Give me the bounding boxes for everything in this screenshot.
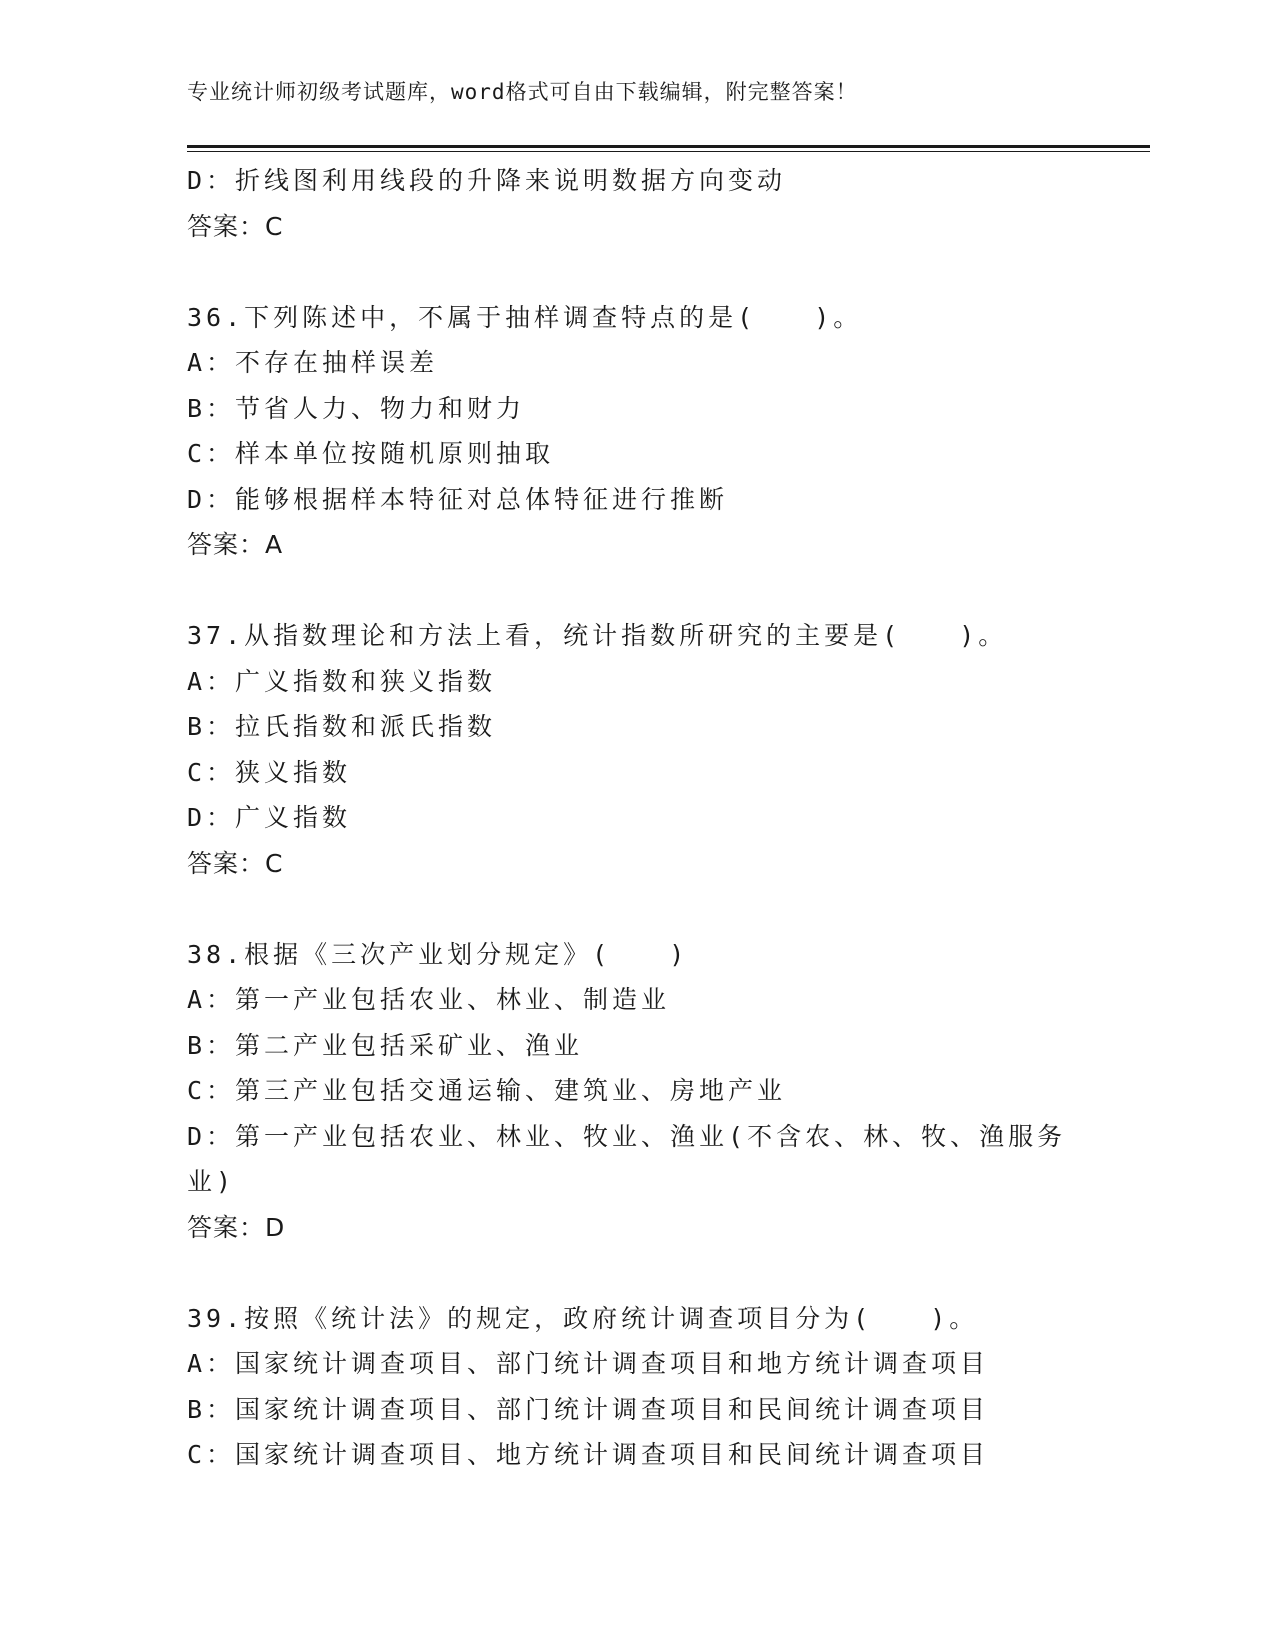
question-answer: 答案：D <box>187 1212 286 1242</box>
option-d-continuation: 业) <box>187 1167 236 1196</box>
header-rule-thick <box>187 145 1150 148</box>
question-stem: 38.根据《三次产业划分规定》( ) <box>187 939 689 969</box>
question-content <box>187 158 1087 1478</box>
spacer <box>187 568 1087 614</box>
option-c: C：国家统计调查项目、地方统计调查项目和民间统计调查项目 <box>187 1440 990 1469</box>
spacer <box>187 1250 1087 1296</box>
page-header: 专业统计师初级考试题库，word格式可自由下载编辑，附完整答案！ <box>187 80 858 104</box>
question-37 <box>187 613 1087 886</box>
option-d: D：第一产业包括农业、林业、牧业、渔业(不含农、林、牧、渔服务 <box>187 1121 1067 1151</box>
question-38 <box>187 932 1087 1251</box>
option-c: C：第三产业包括交通运输、建筑业、房地产业 <box>187 1076 787 1105</box>
option-b: B：国家统计调查项目、部门统计调查项目和民间统计调查项目 <box>187 1394 990 1424</box>
question-36 <box>187 295 1087 568</box>
question-stem: 39.按照《统计法》的规定，政府统计调查项目分为( )。 <box>187 1303 979 1333</box>
option-a: A：不存在抽样误差 <box>187 348 439 377</box>
option-b: B：节省人力、物力和财力 <box>187 393 526 423</box>
spacer <box>187 249 1087 295</box>
option-c: C：狭义指数 <box>187 757 352 787</box>
question-stem: 36.下列陈述中，不属于抽样调查特点的是( )。 <box>187 302 863 332</box>
question-39 <box>187 1296 1087 1478</box>
option-b: B：第二产业包括采矿业、渔业 <box>187 1030 584 1060</box>
question-answer: 答案：A <box>187 530 284 559</box>
prev-question-option-d: D：折线图利用线段的升降来说明数据方向变动 <box>187 166 787 195</box>
spacer <box>187 886 1087 932</box>
question-answer: 答案：C <box>187 848 284 878</box>
option-a: A：国家统计调查项目、部门统计调查项目和地方统计调查项目 <box>187 1349 990 1378</box>
option-c: C：样本单位按随机原则抽取 <box>187 439 555 468</box>
option-b: B：拉氏指数和派氏指数 <box>187 712 497 741</box>
header-rule-thin <box>187 151 1150 152</box>
option-d: D：能够根据样本特征对总体特征进行推断 <box>187 484 729 514</box>
question-stem: 37.从指数理论和方法上看，统计指数所研究的主要是( )。 <box>187 621 1008 650</box>
option-d: D：广义指数 <box>187 803 352 832</box>
option-a: A：广义指数和狭义指数 <box>187 666 497 696</box>
option-a: A：第一产业包括农业、林业、制造业 <box>187 985 671 1014</box>
prev-question-answer: 答案：C <box>187 211 284 241</box>
